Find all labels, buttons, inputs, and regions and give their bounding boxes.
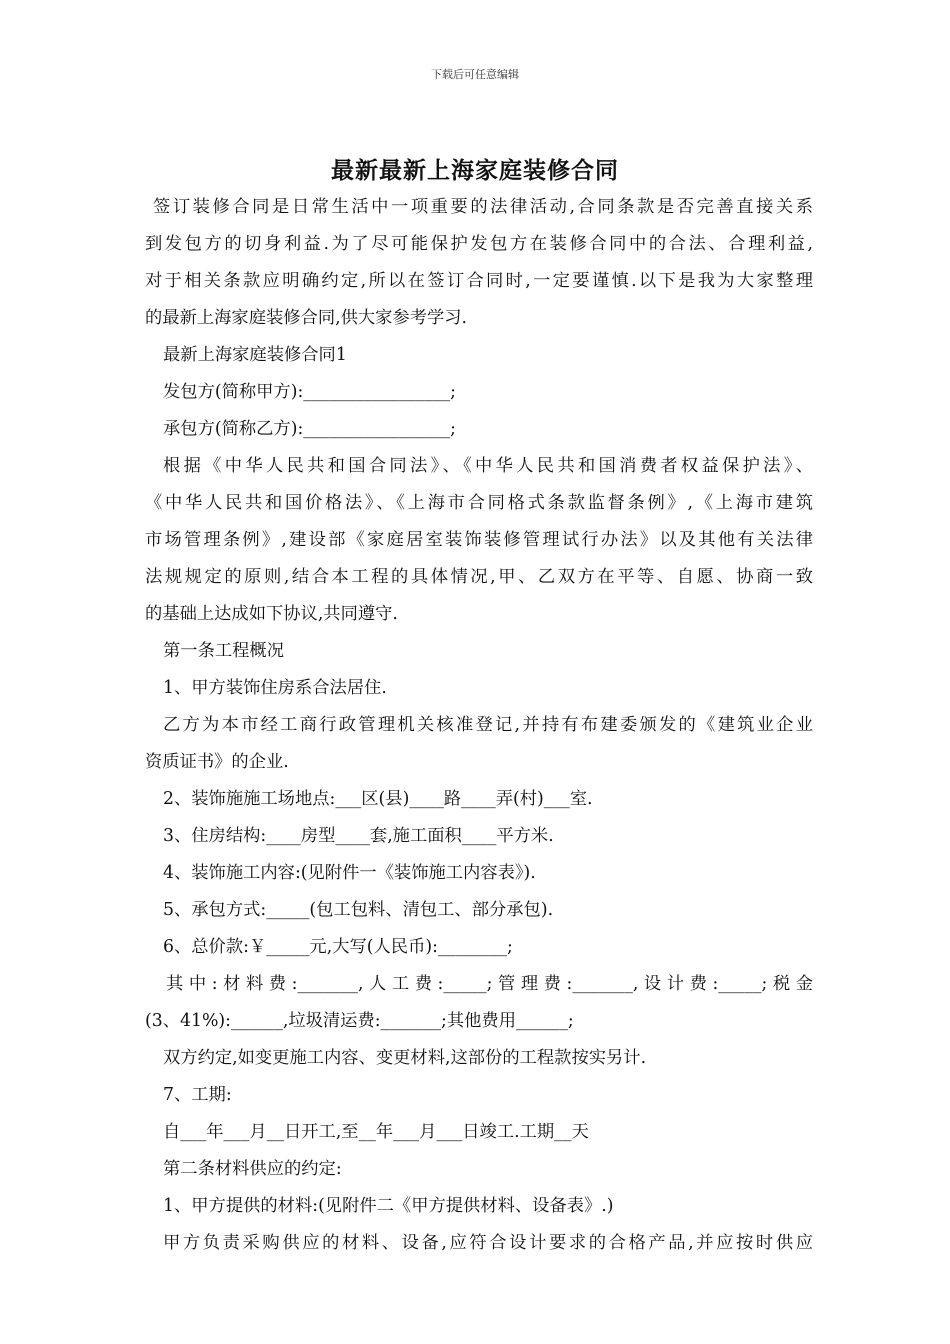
paragraph-line: 资质证书》的企业.: [145, 752, 289, 772]
party-a-line: 发包方(简称甲方):_________________;: [163, 382, 456, 402]
clause-line: 3、住房结构:____房型____套,施工面积____平方米.: [163, 826, 554, 846]
paragraph-line: 《中华人民共和国价格法》、《上海市合同格式条款监督条例》,《上海市建筑: [145, 493, 813, 513]
paragraph-line: 甲方负责采购供应的材料、设备,应符合设计要求的合格产品,并应按时供应: [163, 1233, 813, 1253]
paragraph-line: 市场管理条例》,建设部《家庭居室装饰装修管理试行办法》以及其他有关法律: [145, 530, 813, 550]
article-heading: 第一条工程概况: [163, 641, 284, 661]
paragraph-line: 乙方为本市经工商行政管理机关核准登记,并持有布建委颁发的《建筑业企业: [163, 715, 813, 735]
document-title: 最新最新上海家庭装修合同: [331, 157, 619, 184]
paragraph-line: 对于相关条款应明确约定,所以在签订合同时,一定要谨慎.以下是我为大家整理: [145, 271, 813, 291]
fee-breakdown-line: (3、41%):______,垃圾清运费:_______;其他费用______;: [145, 1011, 574, 1031]
clause-line: 1、甲方装饰住房系合法居住.: [163, 678, 387, 698]
paragraph-line: 根据《中华人民共和国合同法》、《中华人民共和国消费者权益保护法》、: [163, 456, 813, 476]
fee-breakdown-line: 其中:材料费:_______,人工费:_____;管理费:_______,设计费:_____;税金: [166, 974, 813, 994]
paragraph-line: 的基础上达成如下协议,共同遵守.: [145, 604, 398, 624]
clause-line: 5、承包方式:_____(包工包料、清包工、部分承包).: [163, 900, 554, 920]
clause-line: 7、工期:: [163, 1085, 232, 1105]
article-heading: 第二条材料供应的约定:: [163, 1159, 342, 1179]
clause-line: 2、装饰施施工场地点:___区(县)____路____弄(村)___室.: [163, 789, 593, 809]
section-heading: 最新上海家庭装修合同1: [163, 345, 347, 365]
clause-line: 6、总价款:￥_____元,大写(人民币):________;: [163, 937, 513, 957]
clause-line: 双方约定,如变更施工内容、变更材料,这部份的工程款按实另计.: [163, 1048, 647, 1068]
clause-line: 4、装饰施工内容:(见附件一《装饰施工内容表》).: [163, 863, 536, 883]
schedule-line: 自___年___月__日开工,至__年___月___日竣工.工期__天: [163, 1122, 589, 1142]
party-b-line: 承包方(简称乙方):_________________;: [163, 419, 456, 439]
document-body: [145, 189, 813, 1262]
paragraph-line: 签订装修合同是日常生活中一项重要的法律活动,合同条款是否完善直接关系: [153, 197, 813, 217]
paragraph-line: 法规规定的原则,结合本工程的具体情况,甲、乙双方在平等、自愿、协商一致: [145, 567, 813, 587]
paragraph-line: 的最新上海家庭装修合同,供大家参考学习.: [145, 308, 468, 328]
clause-line: 1、甲方提供的材料:(见附件二《甲方提供材料、设备表》.): [163, 1196, 614, 1216]
page-header: 下载后可任意编辑: [431, 68, 519, 81]
paragraph-line: 到发包方的切身利益.为了尽可能保护发包方在装修合同中的合法、合理利益,: [145, 234, 813, 254]
